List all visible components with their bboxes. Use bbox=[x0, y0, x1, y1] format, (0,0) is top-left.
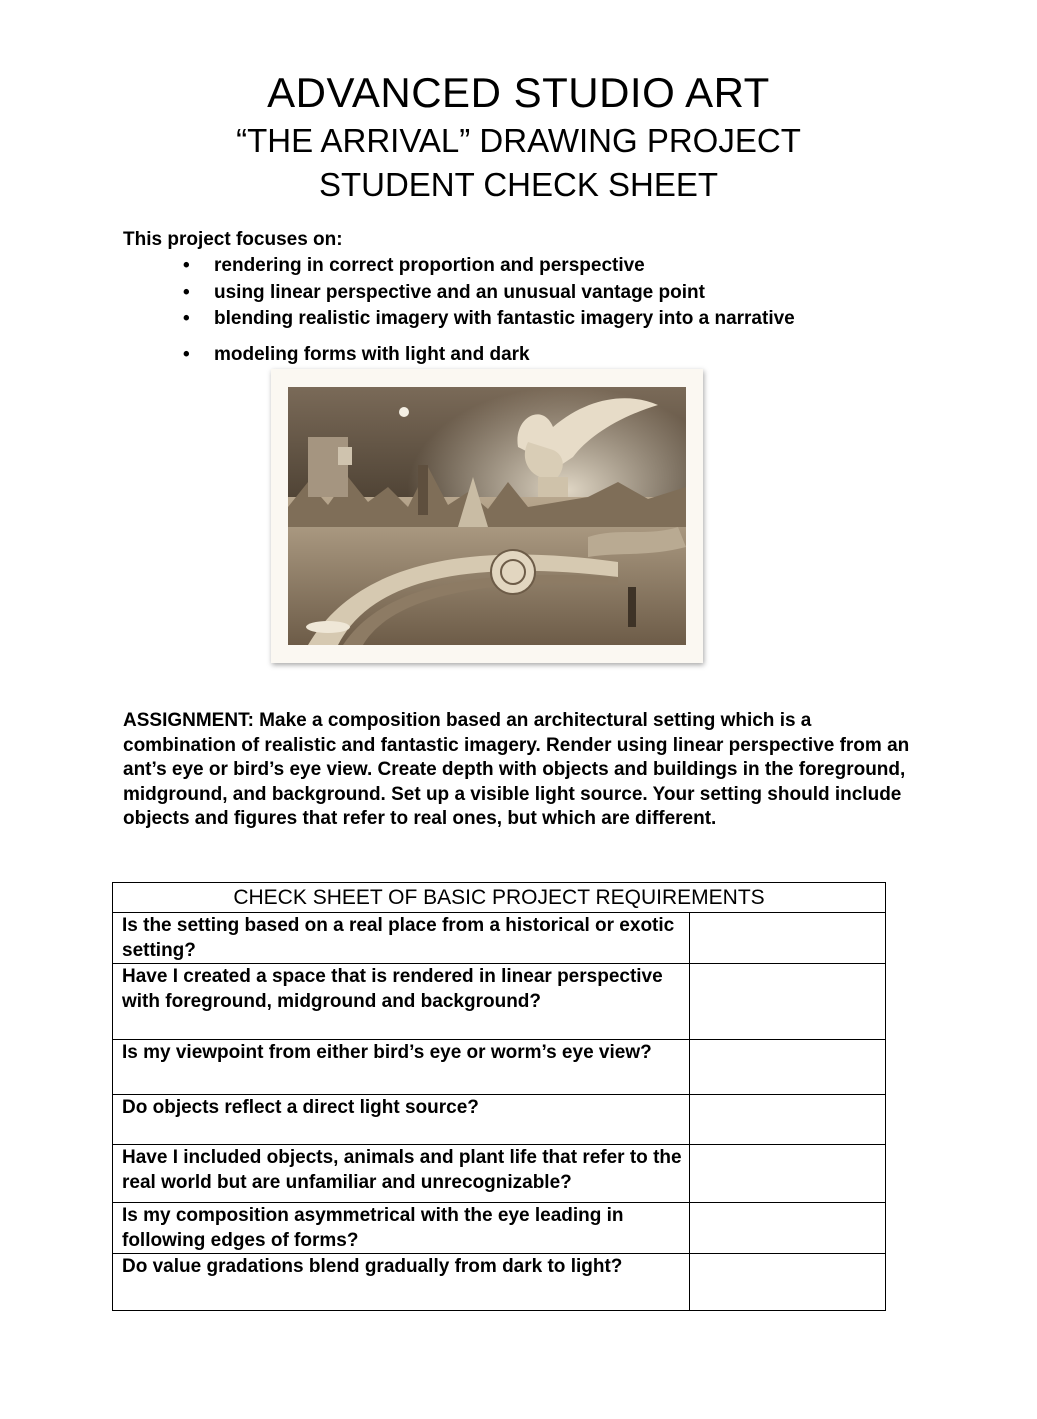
focus-item-text: rendering in correct proportion and perspective bbox=[214, 255, 645, 276]
moon-icon bbox=[399, 407, 409, 417]
fantasy-city-illustration bbox=[288, 387, 686, 645]
requirement-question: Have I created a space that is rendered in linear perspective with foreground, midground and background? bbox=[113, 964, 690, 1040]
table-row bbox=[113, 913, 886, 964]
focus-list bbox=[183, 254, 795, 369]
requirements-checksheet bbox=[112, 882, 886, 1311]
page-title: ADVANCED STUDIO ART bbox=[267, 69, 770, 116]
assignment-text: ASSIGNMENT: Make a composition based an architectural setting which is a combination of realistic and fantastic imagery. Render using linear perspective from an ant’s eye or bird’s eye view. Create depth with objects and buildings in the foreground, midground, and background. Set up a visible light source. Your setting should include objects and figures that refer to real ones, but which are different. bbox=[123, 710, 910, 829]
focus-item bbox=[183, 343, 795, 370]
checksheet-header: CHECK SHEET OF BASIC PROJECT REQUIREMENTS bbox=[113, 883, 886, 913]
bullet-icon: • bbox=[183, 343, 190, 365]
requirement-check-cell[interactable] bbox=[689, 913, 885, 964]
requirement-check-cell[interactable] bbox=[689, 1095, 885, 1145]
table-row bbox=[113, 964, 886, 1040]
requirement-check-cell[interactable] bbox=[689, 1203, 885, 1254]
focus-intro: This project focuses on: bbox=[123, 229, 343, 250]
table-row bbox=[113, 1254, 886, 1311]
table-row bbox=[113, 1040, 886, 1095]
table-row bbox=[113, 1095, 886, 1145]
requirement-question: Is my viewpoint from either bird’s eye or worm’s eye view? bbox=[113, 1040, 690, 1095]
requirement-check-cell[interactable] bbox=[689, 964, 885, 1040]
focus-item-text: modeling forms with light and dark bbox=[214, 343, 530, 365]
focus-item-text: blending realistic imagery with fantastic imagery into a narrative bbox=[214, 308, 795, 329]
focus-item bbox=[183, 281, 795, 308]
requirement-check-cell[interactable] bbox=[689, 1145, 885, 1203]
bullet-icon: • bbox=[183, 255, 190, 276]
focus-item bbox=[183, 254, 795, 281]
requirement-question: Do value gradations blend gradually from dark to light? bbox=[113, 1254, 690, 1311]
bullet-icon: • bbox=[183, 281, 190, 303]
project-subtitle: “THE ARRIVAL” DRAWING PROJECT bbox=[236, 122, 801, 159]
requirement-check-cell[interactable] bbox=[689, 1040, 885, 1095]
artwork-image bbox=[271, 369, 703, 663]
checksheet-header-row bbox=[113, 883, 886, 913]
requirement-question: Do objects reflect a direct light source? bbox=[113, 1095, 690, 1145]
sheet-subtitle: STUDENT CHECK SHEET bbox=[318, 166, 719, 203]
requirement-question: Have I included objects, animals and plant life that refer to the real world but are unfamiliar and unrecognizable? bbox=[113, 1145, 690, 1203]
table-row bbox=[113, 1145, 886, 1203]
table-row bbox=[113, 1203, 886, 1254]
focus-item bbox=[183, 307, 795, 334]
bullet-icon: • bbox=[183, 308, 190, 329]
focus-item-text: using linear perspective and an unusual vantage point bbox=[214, 281, 705, 303]
requirement-question: Is the setting based on a real place from a historical or exotic setting? bbox=[113, 913, 690, 964]
requirement-question: Is my composition asymmetrical with the eye leading in following edges of forms? bbox=[113, 1203, 690, 1254]
requirement-check-cell[interactable] bbox=[689, 1254, 885, 1311]
